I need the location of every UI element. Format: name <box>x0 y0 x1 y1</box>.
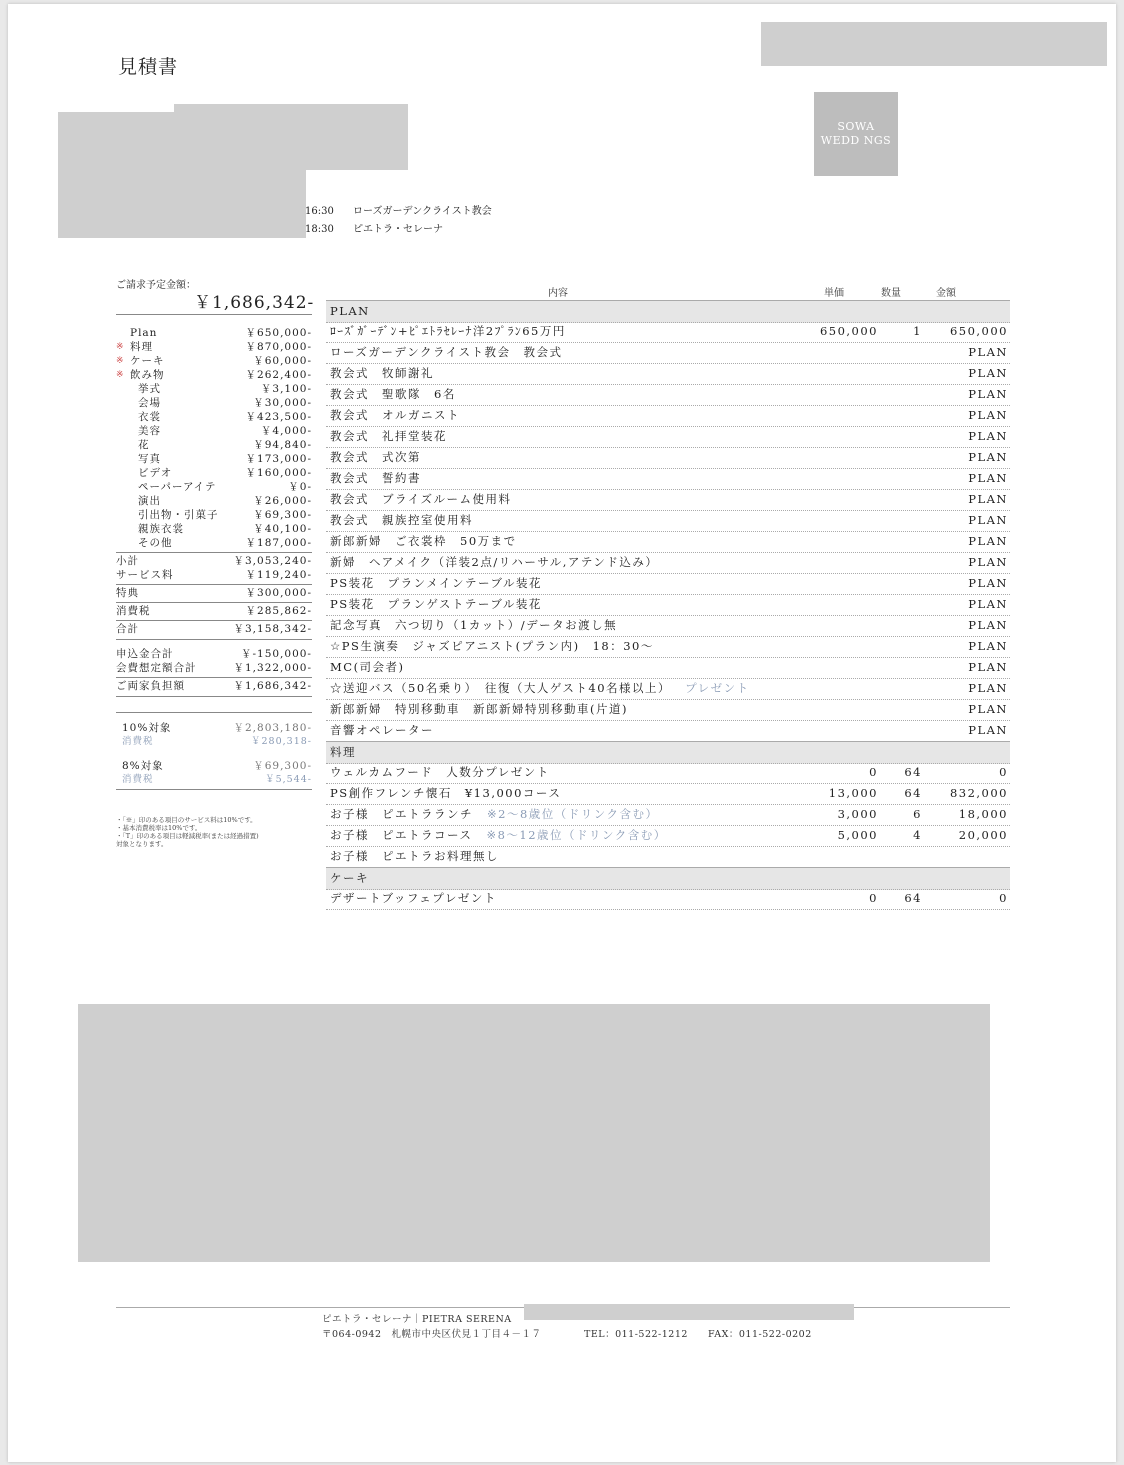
summary-item-value: ￥160,000- <box>245 467 312 479</box>
divider <box>116 677 312 678</box>
divider <box>116 696 312 697</box>
tax-row <box>116 604 312 618</box>
benefit-value: ￥300,000- <box>245 587 312 599</box>
row-desc-wrap <box>330 825 667 846</box>
row-desc: 教会式 誓約書 <box>330 471 421 485</box>
row-desc-wrap <box>330 783 561 804</box>
summary-item <box>116 466 312 480</box>
header-amount: 金額 <box>936 288 956 299</box>
row-amount: PLAN <box>968 660 1008 674</box>
divider <box>116 602 312 603</box>
table-row <box>326 783 1010 805</box>
summary-item-value: ￥4,000- <box>260 425 312 437</box>
row-amount: PLAN <box>968 534 1008 548</box>
summary-item-value: ￥26,000- <box>253 495 312 507</box>
summary-item-value: ￥40,100- <box>253 523 312 535</box>
row-amount: PLAN <box>968 408 1008 422</box>
row-note: ※2～8歳位（ドリンク含む） <box>487 807 659 821</box>
table-row <box>326 804 1010 826</box>
note-line: ・基本消費税率は10%です。 <box>116 824 202 832</box>
summary-item <box>116 382 312 396</box>
table-row <box>326 531 1010 553</box>
summary-item-value: ￥187,000- <box>245 537 312 549</box>
summary-item <box>116 326 312 340</box>
row-desc-wrap <box>330 804 659 825</box>
note-line: ・「※」印のある項目のサービス料は10%です。 <box>116 816 257 824</box>
couple-row <box>116 679 312 693</box>
tax8-tax-row <box>122 773 312 787</box>
logo-line2: WEDD NGS <box>820 134 892 147</box>
summary-item-label: 美容 <box>138 425 161 437</box>
table-row <box>326 405 1010 427</box>
row-amount: 832,000 <box>949 786 1008 800</box>
row-amount: 650,000 <box>949 324 1008 338</box>
service-row <box>116 568 312 582</box>
fee-value: ￥1,322,000- <box>233 662 312 674</box>
row-desc-wrap <box>330 552 658 573</box>
summary-item <box>116 494 312 508</box>
divider <box>116 552 312 553</box>
summary-item-value: ￥423,500- <box>245 411 312 423</box>
header-qty: 数量 <box>881 288 901 299</box>
benefit-row <box>116 586 312 600</box>
header-unit: 単価 <box>824 288 844 299</box>
row-desc-wrap <box>330 762 550 783</box>
section-header <box>326 300 1010 323</box>
row-desc-wrap <box>330 321 566 342</box>
row-amount: 20,000 <box>958 828 1008 842</box>
summary-item-value: ￥262,400- <box>245 369 312 381</box>
service-value: ￥119,240- <box>245 569 312 581</box>
summary-item-label: ビデオ <box>138 467 173 479</box>
billing-label: ご請求予定金額： <box>116 280 196 291</box>
row-desc: デザートブッフェプレゼント <box>330 891 497 905</box>
deposit-value: ￥-150,000- <box>240 648 312 660</box>
subtotal-label: 小計 <box>116 555 139 567</box>
service-mark: ※ <box>116 356 125 366</box>
divider <box>116 314 312 315</box>
summary-item <box>116 340 312 354</box>
table-row <box>326 342 1010 364</box>
row-desc: 教会式 礼拝堂装花 <box>330 429 447 443</box>
summary-item-label: その他 <box>138 537 173 549</box>
row-qty: 64 <box>904 891 922 905</box>
row-amount: PLAN <box>968 639 1008 653</box>
row-amount: PLAN <box>968 429 1008 443</box>
table-row <box>326 573 1010 595</box>
summary-item-label: 花 <box>138 439 150 451</box>
summary-item-value: ￥650,000- <box>245 327 312 339</box>
header-desc: 内容 <box>548 288 568 299</box>
row-desc: 教会式 ブライズルーム使用料 <box>330 492 512 506</box>
row-desc: 新婦 ヘアメイク（洋装2点/リハーサル,アテンド込み） <box>330 555 659 569</box>
fee-row <box>116 661 312 675</box>
service-label: サービス料 <box>116 569 174 581</box>
estimate-page <box>8 4 1116 1462</box>
row-qty: 64 <box>904 765 922 779</box>
row-qty: 64 <box>904 786 922 800</box>
divider <box>116 639 312 640</box>
couple-label: ご両家負担額 <box>116 680 185 692</box>
row-amount: 18,000 <box>958 807 1008 821</box>
row-desc-wrap <box>330 363 434 384</box>
subtotal-row <box>116 554 312 568</box>
summary-item-label: 飲み物 <box>130 369 165 381</box>
row-desc-wrap <box>330 846 499 867</box>
row-desc: PS装花 プランメインテーブル装花 <box>330 576 543 590</box>
row-unit-price: 3,000 <box>837 807 878 821</box>
summary-item <box>116 480 312 494</box>
summary-item <box>116 438 312 452</box>
table-row <box>326 363 1010 385</box>
table-row <box>326 510 1010 532</box>
summary-item-label: 写真 <box>138 453 161 465</box>
table-row <box>326 888 1010 910</box>
row-unit-price: 13,000 <box>828 786 878 800</box>
section-title: 料理 <box>330 745 356 759</box>
row-desc-wrap <box>330 468 421 489</box>
row-desc: 新郎新婦 ご衣裳枠 50万まで <box>330 534 517 548</box>
table-row <box>326 825 1010 847</box>
divider <box>116 620 312 621</box>
summary-item-label: 衣裳 <box>138 411 161 423</box>
summary-item-value: ￥870,000- <box>245 341 312 353</box>
table-row <box>326 678 1010 700</box>
row-amount: PLAN <box>968 387 1008 401</box>
note-line: 対象となります。 <box>116 840 168 848</box>
row-desc-wrap <box>330 699 628 720</box>
table-row <box>326 552 1010 574</box>
row-unit-price: 5,000 <box>837 828 878 842</box>
summary-item-label: Plan <box>130 327 158 339</box>
page-title: 見積書 <box>118 56 179 78</box>
row-amount: PLAN <box>968 345 1008 359</box>
row-desc: 新郎新婦 特別移動車 新郎新婦特別移動車(片道) <box>330 702 628 716</box>
footer-venue: ピエトラ・セレーナ｜PIETRA SERENA <box>322 1314 512 1325</box>
row-amount: PLAN <box>968 513 1008 527</box>
row-amount: PLAN <box>968 492 1008 506</box>
summary-item-value: ￥30,000- <box>253 397 312 409</box>
row-desc: お子様 ピエトラお料理無し <box>330 849 499 863</box>
row-desc-wrap <box>330 489 512 510</box>
row-amount: PLAN <box>968 471 1008 485</box>
section-title: PLAN <box>330 304 370 318</box>
logo-line1: SOWA <box>837 120 875 133</box>
table-row <box>326 426 1010 448</box>
row-desc: PS装花 プランゲストテーブル装花 <box>330 597 542 611</box>
section-title: ケーキ <box>330 871 369 885</box>
row-desc: 教会式 オルガニスト <box>330 408 460 422</box>
schedule-time: 18:30 <box>305 224 334 235</box>
row-desc: 記念写真 六つ切り（1カット）/データお渡し無 <box>330 618 618 632</box>
summary-item <box>116 522 312 536</box>
summary-item <box>116 424 312 438</box>
row-note: ※8～12歳位（ドリンク含む） <box>486 828 667 842</box>
row-desc-wrap <box>330 657 405 678</box>
table-row <box>326 657 1010 679</box>
table-row <box>326 720 1010 742</box>
tax10-row <box>122 721 312 735</box>
service-mark: ※ <box>116 370 125 380</box>
row-desc-wrap <box>330 384 456 405</box>
schedule-time: 16:30 <box>305 206 334 217</box>
table-row <box>326 594 1010 616</box>
tax-notes <box>116 816 312 848</box>
row-desc-wrap <box>330 636 654 657</box>
footer-address: 〒064-0942 札幌市中央区伏見１丁目４－１７ <box>322 1329 542 1340</box>
row-desc: ﾛｰｽﾞｶﾞｰﾃﾞﾝ+ﾋﾟｴﾄﾗｾﾚｰﾅ洋2ﾌﾟﾗﾝ65万円 <box>330 324 566 338</box>
table-row <box>326 447 1010 469</box>
row-amount: PLAN <box>968 576 1008 590</box>
row-desc-wrap <box>330 342 563 363</box>
summary-item-value: ￥3,100- <box>260 383 312 395</box>
benefit-label: 特典 <box>116 587 139 599</box>
summary-item <box>116 368 312 382</box>
row-desc: 教会式 式次第 <box>330 450 421 464</box>
row-note: プレゼント <box>685 681 750 695</box>
deposit-label: 申込金合計 <box>116 648 174 660</box>
table-row <box>326 699 1010 721</box>
summary-item-label: ペーパーアイテ <box>138 481 217 493</box>
row-desc-wrap <box>330 531 517 552</box>
row-qty: 6 <box>913 807 922 821</box>
schedule-row <box>305 202 492 217</box>
row-desc: ☆送迎バス（50名乗り） 往復（大人ゲスト40名様以上） <box>330 681 672 695</box>
row-unit-price: 0 <box>869 765 878 779</box>
row-desc-wrap <box>330 678 750 699</box>
row-desc-wrap <box>330 405 460 426</box>
tax-label: 消費税 <box>116 605 151 617</box>
fee-label: 会費想定額合計 <box>116 662 197 674</box>
summary-item-value: ￥173,000- <box>245 453 312 465</box>
sum-label: 合計 <box>116 623 139 635</box>
couple-value: ￥1,686,342- <box>233 680 312 692</box>
summary-item-label: 会場 <box>138 397 161 409</box>
footer-tel: TEL：011-522-1212 <box>584 1329 688 1340</box>
row-amount: PLAN <box>968 555 1008 569</box>
summary-item-label: ケーキ <box>130 355 165 367</box>
row-desc: ウェルカムフード 人数分プレゼント <box>330 765 550 779</box>
note-line: ・「T」印のある項目は軽減税率(または経過措置) <box>116 832 259 840</box>
row-desc-wrap <box>330 573 542 594</box>
row-desc-wrap <box>330 615 617 636</box>
sum-value: ￥3,158,342- <box>233 623 312 635</box>
table-row <box>326 636 1010 658</box>
tax10-label: 10%対象 <box>122 722 172 734</box>
redacted-block-top-right <box>761 22 1107 66</box>
tax8-value: ￥69,300- <box>253 760 312 772</box>
summary-item-label: 料理 <box>130 341 153 353</box>
row-amount: PLAN <box>968 723 1008 737</box>
table-row <box>326 384 1010 406</box>
summary-item <box>116 536 312 550</box>
summary-item-label: 挙式 <box>138 383 161 395</box>
tax10-tax-label: 消費税 <box>122 736 154 747</box>
row-unit-price: 0 <box>869 891 878 905</box>
tax10-tax-row <box>122 735 312 749</box>
summary-item-value: ￥60,000- <box>253 355 312 367</box>
summary-item-label: 引出物・引菓子 <box>138 509 219 521</box>
row-desc: 教会式 聖歌隊 6名 <box>330 387 456 401</box>
row-desc: お子様 ピエトラコース <box>330 828 473 842</box>
tax-value: ￥285,862- <box>245 605 312 617</box>
table-row <box>326 489 1010 511</box>
row-amount: 0 <box>999 891 1008 905</box>
row-desc-wrap <box>330 426 447 447</box>
summary-item-label: 親族衣裳 <box>138 523 184 535</box>
tax8-tax-label: 消費税 <box>122 774 154 785</box>
summary-item <box>116 354 312 368</box>
row-unit-price: 650,000 <box>819 324 878 338</box>
billing-total: ￥1,686,342- <box>194 293 315 313</box>
row-amount: PLAN <box>968 366 1008 380</box>
tax10-value: ￥2,803,180- <box>233 722 312 734</box>
summary-item <box>116 396 312 410</box>
redacted-block-footer <box>524 1304 854 1320</box>
tax-breakdown <box>116 712 312 790</box>
row-amount: PLAN <box>968 597 1008 611</box>
tax10-tax-value: ￥280,318- <box>251 736 312 747</box>
summary-item-value: ￥69,300- <box>253 509 312 521</box>
row-amount: PLAN <box>968 450 1008 464</box>
tax8-tax-value: ￥5,544- <box>265 774 312 785</box>
row-desc-wrap <box>330 510 473 531</box>
table-row <box>326 321 1010 343</box>
summary-item-label: 演出 <box>138 495 161 507</box>
section-header <box>326 741 1010 764</box>
row-desc-wrap <box>330 888 497 909</box>
row-desc: 教会式 牧師謝礼 <box>330 366 434 380</box>
summary-item <box>116 410 312 424</box>
row-desc: MC(司会者) <box>330 660 405 674</box>
redacted-block-name-top <box>174 104 408 170</box>
row-amount: PLAN <box>968 702 1008 716</box>
redacted-block-bottom <box>78 1004 990 1262</box>
deposit-row <box>116 647 312 661</box>
row-desc: 音響オペレーター <box>330 723 434 737</box>
schedule-place: ローズガーデンクライスト教会 <box>353 206 492 217</box>
row-desc: お子様 ピエトラランチ <box>330 807 473 821</box>
tax8-row <box>122 759 312 773</box>
summary-item-value: ￥0- <box>288 481 312 493</box>
row-desc: ☆PS生演奏 ジャズピアニスト(プラン内) 18：30～ <box>330 639 654 653</box>
tax8-label: 8%対象 <box>122 760 164 772</box>
row-desc: PS創作フレンチ懐石 ¥13,000コース <box>330 786 562 800</box>
row-desc: 教会式 親族控室使用料 <box>330 513 473 527</box>
subtotal-value: ￥3,053,240- <box>233 555 312 567</box>
section-header <box>326 867 1010 890</box>
table-row <box>326 762 1010 784</box>
footer-fax: FAX：011-522-0202 <box>708 1329 812 1340</box>
row-desc-wrap <box>330 594 542 615</box>
row-amount: PLAN <box>968 681 1008 695</box>
brand-logo <box>814 92 898 176</box>
row-desc-wrap <box>330 447 421 468</box>
service-mark: ※ <box>116 342 125 352</box>
summary-item <box>116 508 312 522</box>
summary-item-value: ￥94,840- <box>253 439 312 451</box>
sum-row <box>116 622 312 636</box>
row-amount: PLAN <box>968 618 1008 632</box>
schedule-row <box>305 220 443 235</box>
table-row <box>326 468 1010 490</box>
schedule-place: ピエトラ・セレーナ <box>353 224 443 235</box>
summary-item <box>116 452 312 466</box>
row-amount: 0 <box>999 765 1008 779</box>
row-desc-wrap <box>330 720 434 741</box>
row-desc: ローズガーデンクライスト教会 教会式 <box>330 345 563 359</box>
divider <box>116 584 312 585</box>
table-row <box>326 615 1010 637</box>
row-qty: 4 <box>913 828 922 842</box>
row-qty: 1 <box>913 324 922 338</box>
table-row <box>326 846 1010 868</box>
